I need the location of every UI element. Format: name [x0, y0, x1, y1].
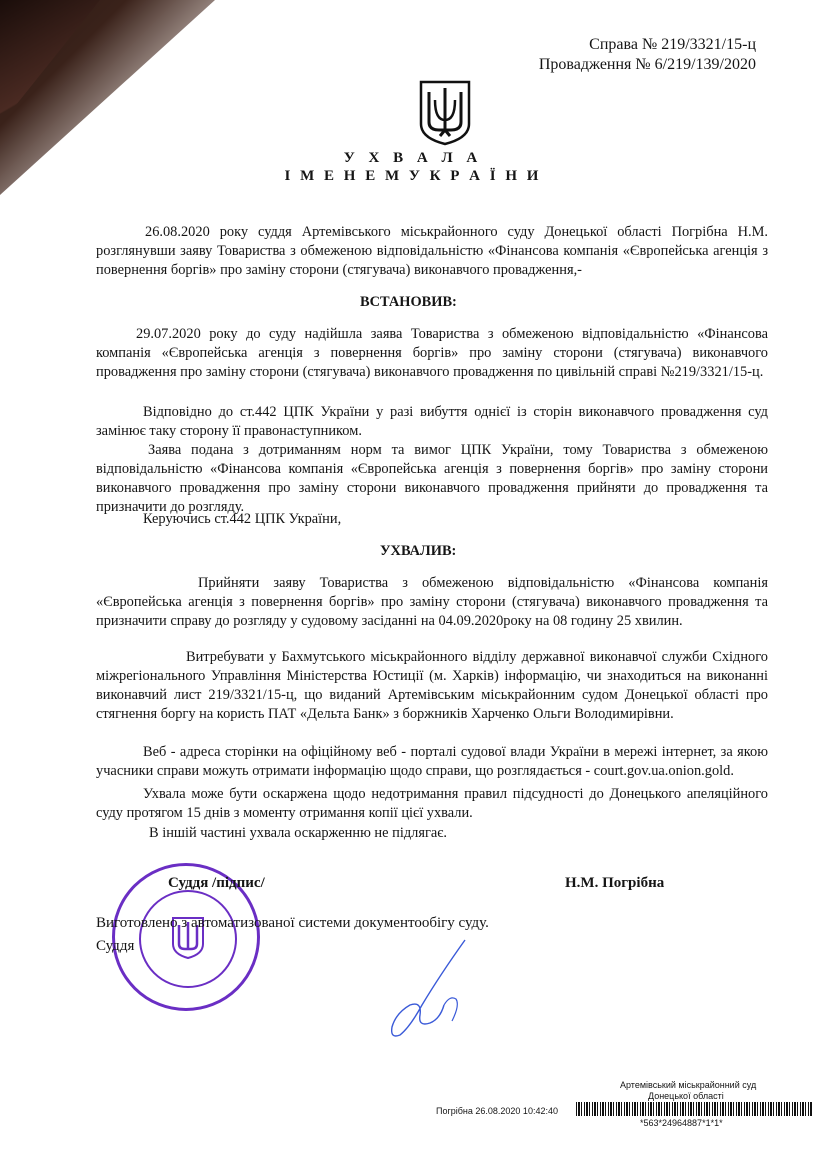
established-paragraph-3: Заява подана з дотриманням норм та вимог ЦПК України, тому Товариства з обмеженою відповідальністю «Фінансова компанія «Європейська агенція з повернення боргів» про заміну сторони виконавчого провадження про заміну сторони виконавчого провадження прийняти до провадження та призначити до розгляду.: [96, 442, 768, 515]
generated-note: Виготовлено з автоматизованої системи документообігу суду.: [96, 915, 489, 931]
case-number: Справа № 219/3321/15-ц: [589, 36, 756, 53]
established-paragraph-1: 29.07.2020 року до суду надійшла заява Товариства з обмеженою відповідальністю «Фінансова компанія «Європейська агенція з повернення боргів» про заміну сторони (стягувача) виконавчого провадження про заміну сторони (стягувача) виконавчого провадження по цивільній справі №219/3321/15-ц.: [96, 326, 768, 380]
ruled-paragraph-5: В іншій частині ухвала оскарженню не підлягає.: [149, 825, 448, 841]
ruled-paragraph-4: Ухвала може бути оскаржена щодо недотримання правил підсудності до Донецького апеляційного суду протягом 15 днів з моменту отримання копії цієї ухвали.: [96, 786, 768, 821]
judge-signature-label: Суддя /підпис/: [168, 875, 265, 891]
ruled-paragraph-3: Веб - адреса сторінки на офіційному веб - порталі судової влади України в мережі інтернет, за якою учасники справи можуть отримати інформацію щодо справи, що розглядається - court.gov.ua.onion.gold.: [96, 744, 768, 779]
established-paragraph-4: Керуючись ст.442 ЦПК України,: [143, 511, 342, 527]
ruled-paragraph-2: Витребувати у Бахмутського міськрайонного відділу державної виконавчої служби Східного міжрегіонального Управління Міністерства Юстиції (м. Харків) інформацію, чи знаходиться на виконанні виконавчий лист 219/3321/15-ц, що виданий Артемівським міськрайонним судом Донецької області про стягнення боргу на користь ПАТ «Дельта Банк» з боржників Харченко Ольги Володимирівни.: [96, 649, 768, 722]
established-paragraph-2: Відповідно до ст.442 ЦПК України у разі вибуття однієї із сторін виконавчого провадження суд замінює таку сторону її правонаступником.: [96, 404, 768, 439]
barcode: [576, 1102, 812, 1116]
barcode-code: *563*24964887*1*1*: [640, 1118, 723, 1128]
intro-paragraph: 26.08.2020 року суддя Артемівського міськрайонного суду Донецької області Погрібна Н.М. розглянувши заяву Товариства з обмеженою відповідальністю «Фінансова компанія «Європейська агенція з повернення боргів» про заміну сторони (стягувача) виконавчого провадження,-: [96, 224, 768, 278]
proceeding-number: Провадження № 6/219/139/2020: [538, 56, 756, 73]
ruled-paragraph-1: Прийняти заяву Товариства з обмеженою відповідальністю «Фінансова компанія «Європейська агенція з повернення боргів» про заміну сторони (стягувача) виконавчого провадження та призначити справу до розгляду у судовому засіданні на 04.09.2020року на 08 годину 25 хвилин.: [96, 575, 768, 629]
heading-ruled: УХВАЛИВ:: [380, 543, 457, 559]
footer-court: Артемівський міськрайонний суд: [620, 1080, 757, 1090]
document-title: У Х В А Л А: [343, 150, 483, 166]
document-subtitle: І М Е Н Е М У К Р А Ї Н И: [284, 168, 542, 184]
heading-established: ВСТАНОВИВ:: [360, 294, 457, 310]
handwritten-signature: [370, 935, 490, 1045]
footer-region: Донецької області: [648, 1091, 724, 1101]
judge-label: Суддя: [96, 938, 135, 954]
judge-name: Н.М. Погрібна: [565, 875, 665, 891]
footer-stamp-line: Погрібна 26.08.2020 10:42:40: [436, 1106, 558, 1116]
coat-of-arms-icon: [419, 80, 471, 146]
